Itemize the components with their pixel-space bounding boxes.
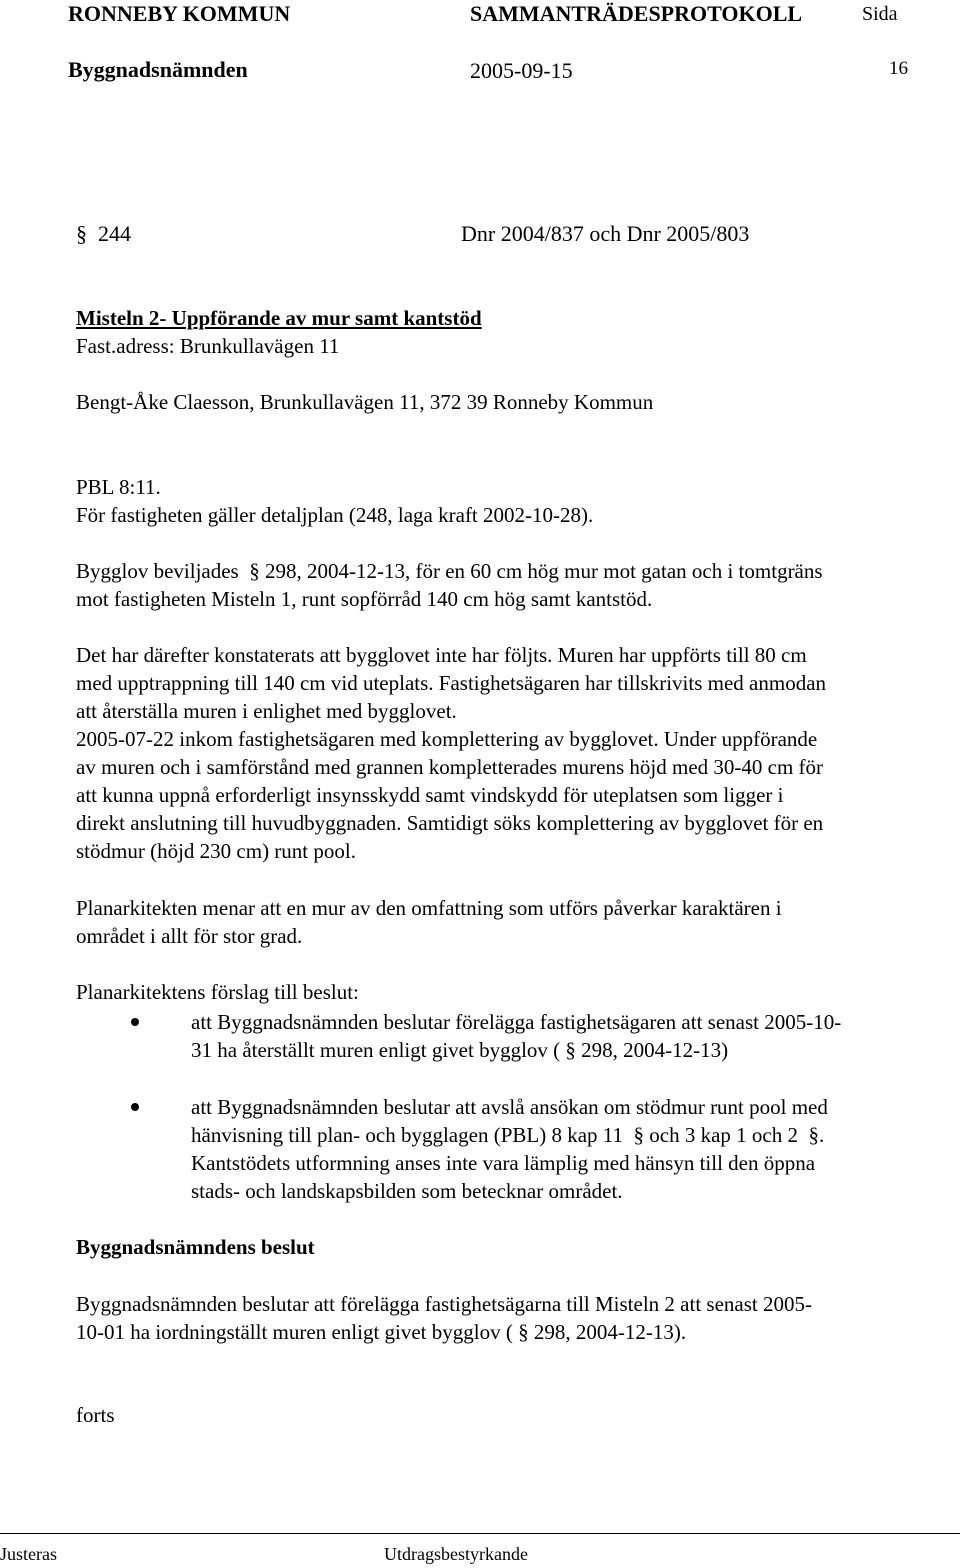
findings-line: med upptrappning till 140 cm vid uteplats. Fastighetsägaren har tillskrivits med anmodan [76,671,827,695]
findings-line: att återställa muren i enlighet med bygglovet. [76,699,457,723]
section-symbol: § [808,1123,819,1147]
findings-line: att kunna uppnå erforderligt insynsskydd samt vindskydd för uteplatsen som ligger i [76,783,784,807]
permit-history-line-1: Bygglov beviljades § 298, 2004-12-13, för en 60 cm hög mur mot gatan och i tomtgräns [76,559,823,583]
findings-line: av muren och i samförstånd med grannen kompletterades murens höjd med 30-40 cm för [76,755,824,779]
proposal-heading: Planarkitektens förslag till beslut: [76,980,359,1004]
proposal-item-1-line: att Byggnadsnämnden beslutar förelägga fastighetsägaren att senast 2005-10- [191,1010,842,1034]
footer-justeras: Justeras [0,1544,57,1564]
case-title: Misteln 2- Uppförande av mur samt kantstöd [76,306,482,330]
permit-history-line-2: mot fastigheten Misteln 1, runt sopförråd 140 cm hög samt kantstöd. [76,587,653,611]
decision-line: Byggnadsnämnden beslutar att förelägga fastighetsägarna till Misteln 2 att senast 2005- [76,1292,812,1316]
detail-plan-note: För fastigheten gäller detaljplan (248, laga kraft 2002-10-28). [76,503,594,527]
continued-marker: forts [76,1403,115,1427]
findings-line: 2005-07-22 inkom fastighetsägaren med komplettering av bygglovet. Under uppförande [76,727,818,751]
bullet-dot [131,1103,139,1111]
planner-opinion-line: området i allt för stor grad. [76,924,303,948]
section-symbol: § [518,1320,529,1344]
footer-divider [0,1533,960,1534]
org-name: RONNEBY KOMMUN [68,1,291,26]
section-symbol: § [633,1123,644,1147]
bullet-dot [131,1018,139,1026]
case-dnr: Dnr 2004/837 och Dnr 2005/803 [461,221,750,246]
proposal-item-2-line: hänvisning till plan- och bygglagen (PBL) 8 kap 11 § och 3 kap 1 och 2 §. [191,1123,825,1147]
section-number: § 244 [76,221,131,246]
findings-line: Det har därefter konstaterats att bygglovet inte har följts. Muren har uppförts till 80 cm [76,643,807,667]
page-label: Sida [862,3,898,25]
applicant: Bengt-Åke Claesson, Brunkullavägen 11, 372 39 Ronneby Kommun [76,390,654,414]
section-symbol: § [76,221,87,246]
proposal-item-2-line: att Byggnadsnämnden beslutar att avslå ansökan om stödmur runt pool med [191,1095,828,1119]
findings-line: stödmur (höjd 230 cm) runt pool. [76,839,356,863]
property-address: Fast.adress: Brunkullavägen 11 [76,334,340,358]
pbl-reference: PBL 8:11. [76,475,161,499]
committee-name: Byggnadsnämnden [68,57,248,82]
section-symbol: § [249,559,260,583]
findings-line: direkt anslutning till huvudbyggnaden. Samtidigt söks komplettering av bygglovet för en [76,811,824,835]
proposal-item-2-line: Kantstödets utformning anses inte vara lämplig med hänsyn till den öppna [191,1151,816,1175]
section-symbol: § [565,1038,576,1062]
proposal-item-1-line: 31 ha återställt muren enligt givet bygglov ( § 298, 2004-12-13) [191,1038,729,1062]
planner-opinion-line: Planarkitekten menar att en mur av den omfattning som utförs påverkar karaktären i [76,896,782,920]
decision-line: 10-01 ha iordningställt muren enligt givet bygglov ( § 298, 2004-12-13). [76,1320,687,1344]
document-type: SAMMANTRÄDESPROTOKOLL [470,1,803,26]
meeting-date: 2005-09-15 [470,58,573,83]
page-number: 16 [889,58,908,79]
proposal-item-2-line: stads- och landskapsbilden som betecknar området. [191,1179,623,1203]
decision-heading: Byggnadsnämndens beslut [76,1235,315,1259]
footer-utdragsbestyrkande: Utdragsbestyrkande [384,1544,528,1564]
